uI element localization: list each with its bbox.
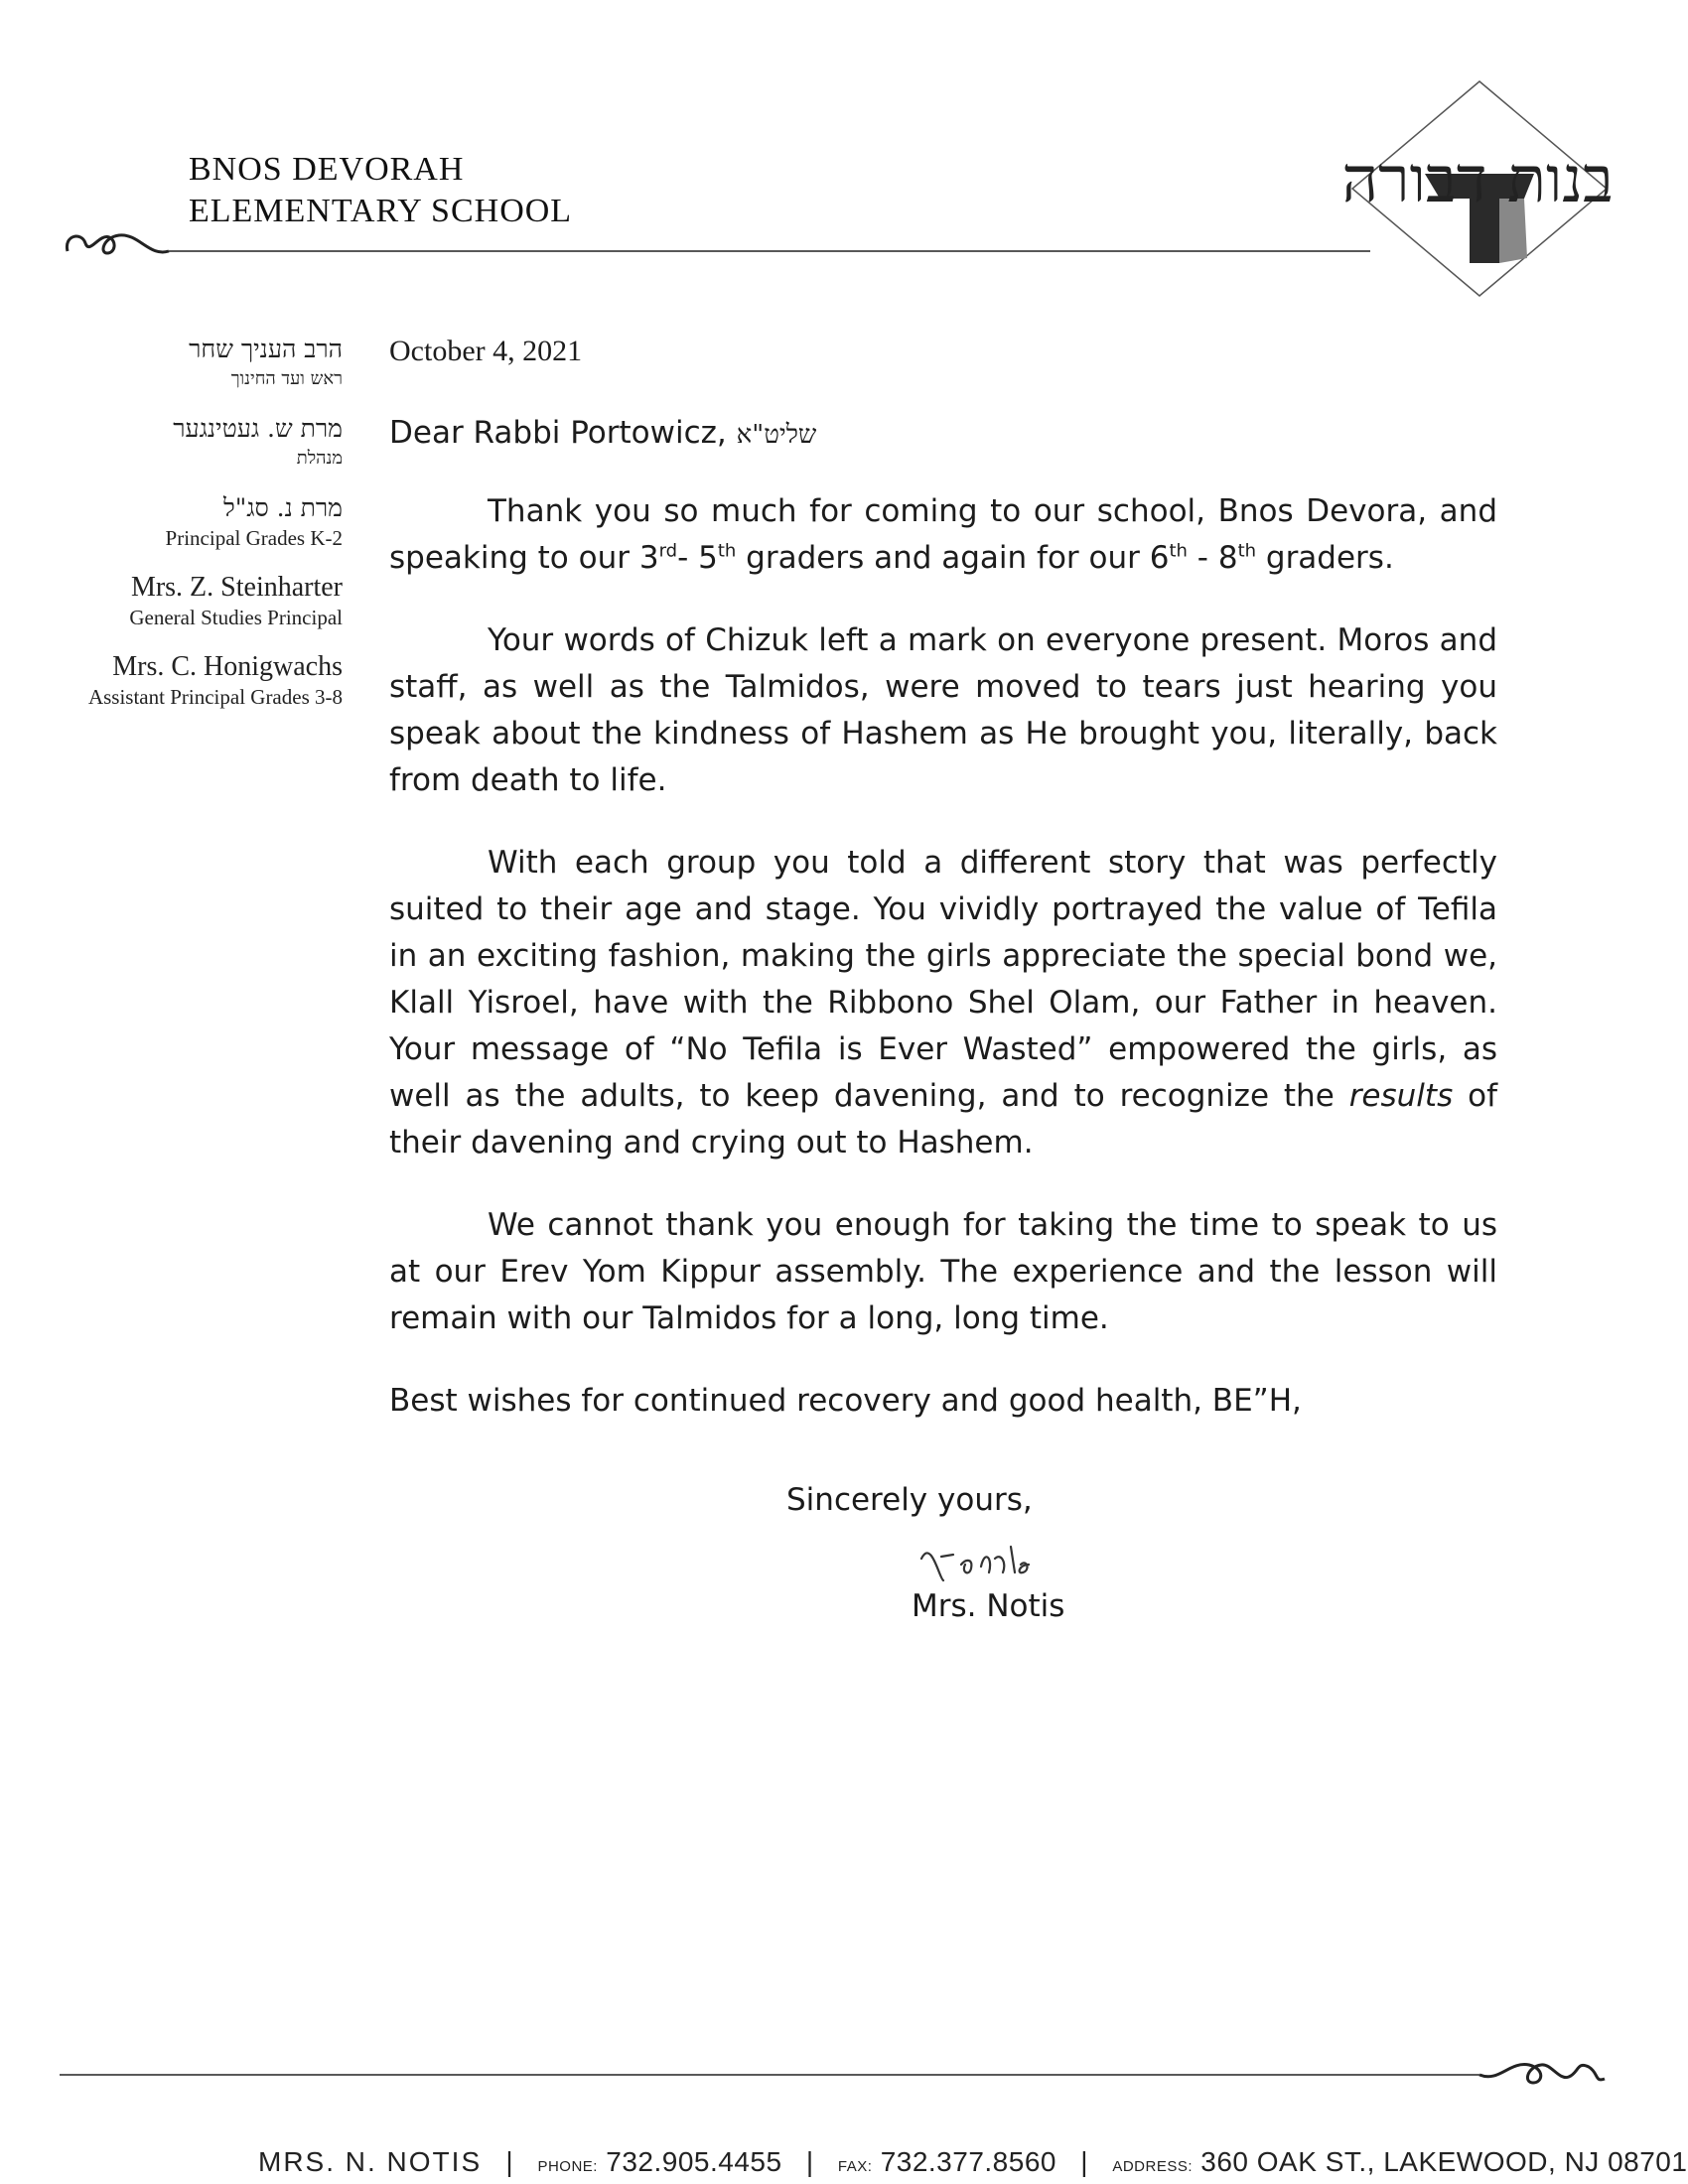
footer-address-label: ADDRESS:	[1112, 2158, 1193, 2175]
salutation	[389, 410, 1497, 459]
staff-list	[30, 333, 343, 730]
p3-text-a: With each group you told a different story that was perfectly suited to their age and stage. You vividly portrayed the value of Tefila in an exciting fashion, making the girls appreciate the special bond we, Klall Yisroel, have with the Ribbono Shel Olam, our Father in heaven. Your message of “No Tefila is Ever Wasted” empowered the girls, as well as the adults, to keep davening, and to recognize the	[389, 845, 1497, 1114]
school-name-line2: ELEMENTARY SCHOOL	[189, 193, 573, 229]
salutation-honorific: שליט"א	[736, 420, 817, 450]
footer-address: 360 OAK ST., LAKEWOOD, NJ 08701	[1200, 2146, 1688, 2177]
top-flourish-rule	[60, 223, 1370, 263]
staff-item	[30, 650, 343, 710]
sincerely-text: Sincerely yours,	[786, 1482, 1033, 1518]
staff-item	[30, 333, 343, 392]
footer-name: MRS. N. NOTIS	[258, 2146, 483, 2177]
p1-sup-3: th	[1169, 540, 1188, 562]
letter-date: October 4, 2021	[389, 335, 583, 367]
staff-name: מרת נ. סג"ל	[223, 493, 343, 522]
p1-text-e: graders.	[1256, 540, 1394, 576]
staff-title: General Studies Principal	[129, 606, 343, 629]
p1-text-b: - 5	[677, 540, 718, 576]
paragraph-1	[389, 488, 1497, 582]
handwritten-signature	[912, 1529, 1110, 1588]
footer-fax: 732.377.8560	[880, 2146, 1056, 2177]
paragraph-4: We cannot thank you enough for taking the time to speak to us at our Erev Yom Kippur assembly. The experience and the lesson will remain with our Talmidos for a long, long time.	[389, 1207, 1497, 1336]
p1-sup-1: rd	[658, 540, 678, 562]
staff-title: Principal Grades K-2	[165, 526, 343, 550]
staff-name: הרב העניך שחר	[189, 335, 343, 363]
staff-title: Assistant Principal Grades 3-8	[87, 685, 343, 709]
p1-sup-4: th	[1237, 540, 1257, 562]
hebrew-school-name: בנות דבורה	[1341, 144, 1614, 217]
staff-name: Mrs. C. Honigwachs	[112, 651, 343, 682]
footer-separator: |	[505, 2146, 514, 2177]
footer-separator: |	[805, 2146, 814, 2177]
salutation-text: Dear Rabbi Portowicz,	[389, 415, 727, 451]
p1-text-d: - 8	[1187, 540, 1238, 576]
p3-text-b: of their davening and crying out to Hashem.	[389, 1078, 1498, 1160]
school-name	[189, 149, 572, 232]
p1-sup-2: th	[717, 540, 737, 562]
staff-name: מרת ש. געטינגער	[173, 414, 343, 443]
footer-fax-label: FAX:	[837, 2158, 873, 2175]
school-name-line1: BNOS DEVORAH	[189, 151, 465, 188]
footer-contact	[258, 2146, 1688, 2178]
footer-phone-label: PHONE:	[537, 2158, 598, 2175]
staff-title: מנהלת	[296, 448, 343, 469]
staff-name: Mrs. Z. Steinharter	[130, 572, 343, 603]
signoff	[786, 1477, 1184, 1524]
staff-title: ראש ועד החינוך	[230, 368, 343, 389]
staff-item	[30, 412, 343, 472]
p1-text-c: graders and again for our 6	[736, 540, 1170, 576]
paragraph-2: Your words of Chizuk left a mark on everyone present. Moros and staff, as well as the Talmidos, were moved to tears just hearing you speak about the kindness of Hashem as He brought you, literally, back from death to life.	[389, 622, 1497, 798]
staff-item	[30, 571, 343, 630]
paragraph-3	[389, 840, 1497, 1166]
signer-name: Mrs. Notis	[912, 1588, 1065, 1624]
letter-body	[389, 328, 1497, 1425]
bottom-flourish-rule	[60, 2053, 1609, 2093]
footer-separator: |	[1080, 2146, 1089, 2177]
staff-item	[30, 491, 343, 551]
p1-text-a: Thank you so much for coming to our school, Bnos Devora, and speaking to our 3	[389, 493, 1497, 576]
p3-emphasis: results	[1348, 1078, 1454, 1114]
footer-phone: 732.905.4455	[606, 2146, 782, 2177]
closing-line: Best wishes for continued recovery and good health, BE”H,	[389, 1383, 1302, 1419]
